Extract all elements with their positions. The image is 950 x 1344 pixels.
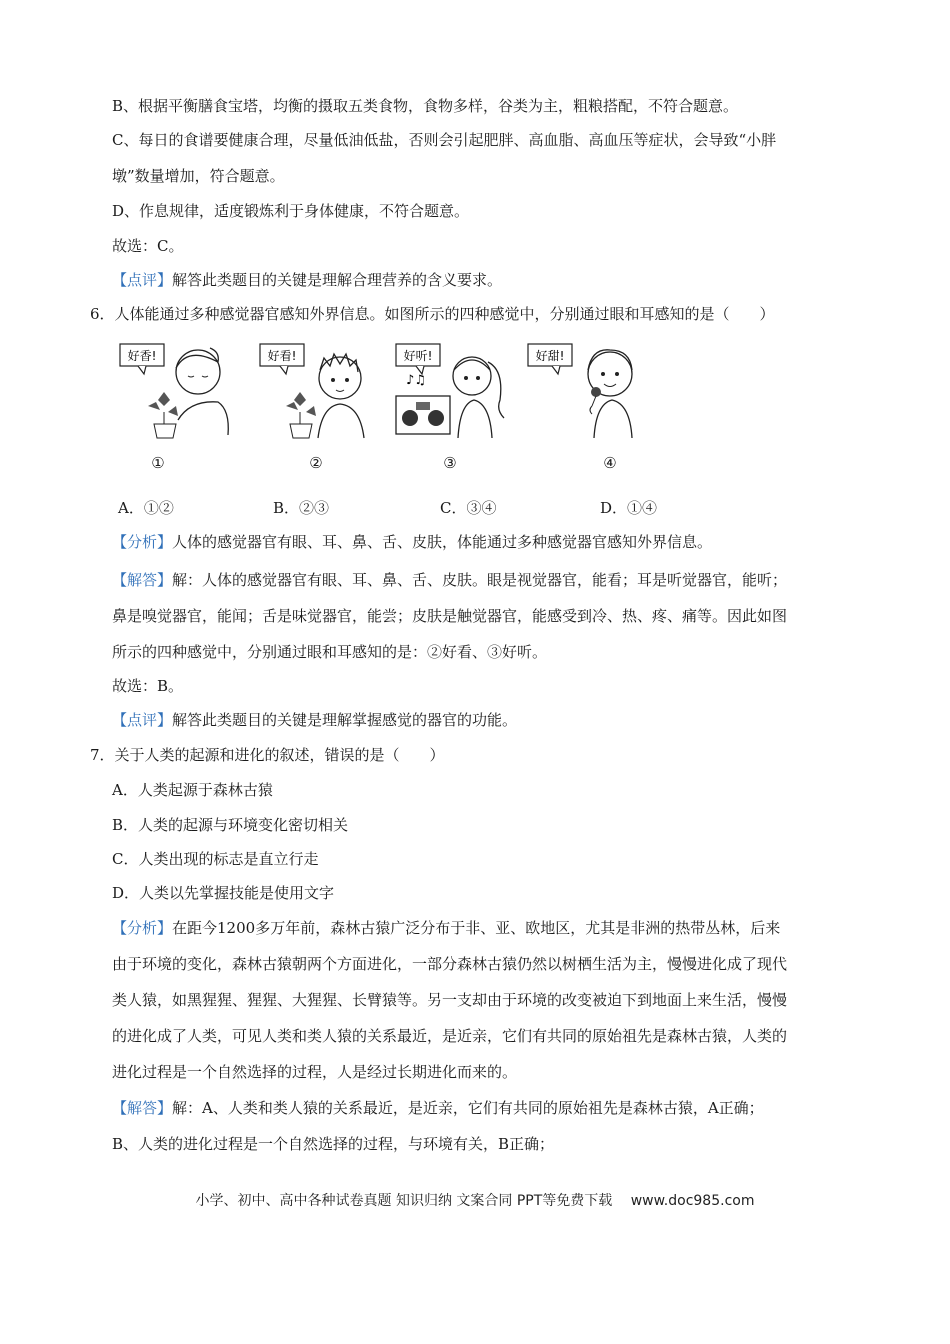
q7-option-d: D．人类以先掌握技能是使用文字 [112, 884, 335, 902]
comment-tag: 【点评】 [112, 271, 173, 289]
picture-sight [258, 340, 378, 440]
analysis-tag: 【分析】 [112, 533, 173, 551]
solution-tag: 【解答】 [112, 571, 173, 589]
option-b-explanation: B、根据平衡膳食宝塔，均衡的摄取五类食物，食物多样，谷类为主，粗粮搭配，不符合题意。 [112, 97, 739, 115]
question-6-stem: 6．人体能通过多种感觉器官感知外界信息。如图所示的四种感觉中，分别通过眼和耳感知的是（ ） [90, 305, 775, 323]
svg-text:♪♫: ♪♫ [406, 373, 426, 388]
solution-tag: 【解答】 [112, 1099, 173, 1117]
q7-analysis-2: 由于环境的变化，森林古猿朝两个方面进化，一部分森林古猿仍然以树栖生活为主，慢慢进化成了现代 [112, 955, 788, 973]
picture-taste [526, 340, 646, 440]
picture-hearing [392, 340, 512, 440]
solution-text: 解：A、人类和类人猿的关系最近，是近亲，它们有共同的原始祖先是森林古猿，A正确； [172, 1099, 764, 1117]
bubble-text-4: 好甜! [535, 349, 565, 363]
analysis-text: 在距今1200多万年前，森林古猿广泛分布于非、亚、欧地区，尤其是非洲的热带丛林，后来 [172, 919, 781, 937]
q6-solution-1 [112, 570, 787, 590]
bubble-text-2: 好看! [267, 349, 297, 363]
comment-tag: 【点评】 [112, 711, 173, 729]
q6-solution-3: 所示的四种感觉中，分别通过眼和耳感知的是：②好看、③好听。 [112, 643, 548, 661]
q7-analysis-1 [112, 918, 780, 938]
analysis-tag: 【分析】 [112, 919, 173, 937]
answer-line: 故选：C。 [112, 237, 184, 255]
q7-solution-1 [112, 1098, 764, 1118]
option-d-explanation: D、作息规律，适度锻炼利于身体健康，不符合题意。 [112, 202, 470, 220]
q6-option-c: C．③④ [440, 499, 497, 517]
question-7-stem: 7．关于人类的起源和进化的叙述，错误的是（ ） [90, 746, 445, 764]
q7-option-c: C．人类出现的标志是直立行走 [112, 850, 319, 868]
q6-option-b: B．②③ [273, 499, 330, 517]
comment-text: 解答此类题目的关键是理解合理营养的含义要求。 [172, 271, 503, 289]
option-c-explanation: C、每日的食谱要健康合理，尽量低油低盐，否则会引起肥胖、高血脂、高血压等症状，会导致“小胖 [112, 131, 777, 149]
q6-option-d: D．①④ [600, 499, 658, 517]
q6-answer: 故选：B。 [112, 677, 184, 695]
bubble-text-3: 好听! [403, 349, 433, 363]
q6-solution-2: 鼻是嗅觉器官，能闻；舌是味觉器官，能尝；皮肤是触觉器官，能感受到冷、热、疼、痛等。因此如图 [112, 607, 788, 625]
q6-analysis [112, 532, 712, 552]
picture-number-2: ② [309, 454, 323, 472]
q7-analysis-4: 的进化成了人类，可见人类和类人猿的关系最近，是近亲，它们有共同的原始祖先是森林古猿，人类的 [112, 1027, 788, 1045]
q7-option-a: A．人类起源于森林古猿 [112, 781, 273, 799]
picture-number-1: ① [151, 454, 165, 472]
q6-option-a: A．①② [118, 499, 174, 517]
option-c-explanation-cont: 墩”数量增加，符合题意。 [112, 167, 285, 185]
q7-analysis-5: 进化过程是一个自然选择的过程，人是经过长期进化而来的。 [112, 1063, 518, 1081]
picture-number-4: ④ [603, 454, 617, 472]
comment-text: 解答此类题目的关键是理解掌握感觉的器官的功能。 [172, 711, 518, 729]
picture-smell [118, 340, 238, 440]
solution-text: 解：人体的感觉器官有眼、耳、鼻、舌、皮肤。眼是视觉器官，能看；耳是听觉器官，能听； [172, 571, 788, 589]
comment-line [112, 270, 502, 290]
picture-number-3: ③ [443, 454, 457, 472]
analysis-text: 人体的感觉器官有眼、耳、鼻、舌、皮肤，体能通过多种感觉器官感知外界信息。 [172, 533, 713, 551]
q6-comment [112, 710, 517, 730]
bubble-text-1: 好香! [127, 349, 157, 363]
q7-solution-2: B、人类的进化过程是一个自然选择的过程，与环境有关，B正确； [112, 1135, 555, 1153]
q7-analysis-3: 类人猿，如黑猩猩、猩猩、大猩猩、长臂猿等。另一支却由于环境的改变被迫下到地面上来生活，慢慢 [112, 991, 788, 1009]
q7-option-b: B．人类的起源与环境变化密切相关 [112, 816, 349, 834]
footer: 小学、初中、高中各种试卷真题 知识归纳 文案合同 PPT等免费下载 www.doc985.com [195, 1193, 755, 1209]
